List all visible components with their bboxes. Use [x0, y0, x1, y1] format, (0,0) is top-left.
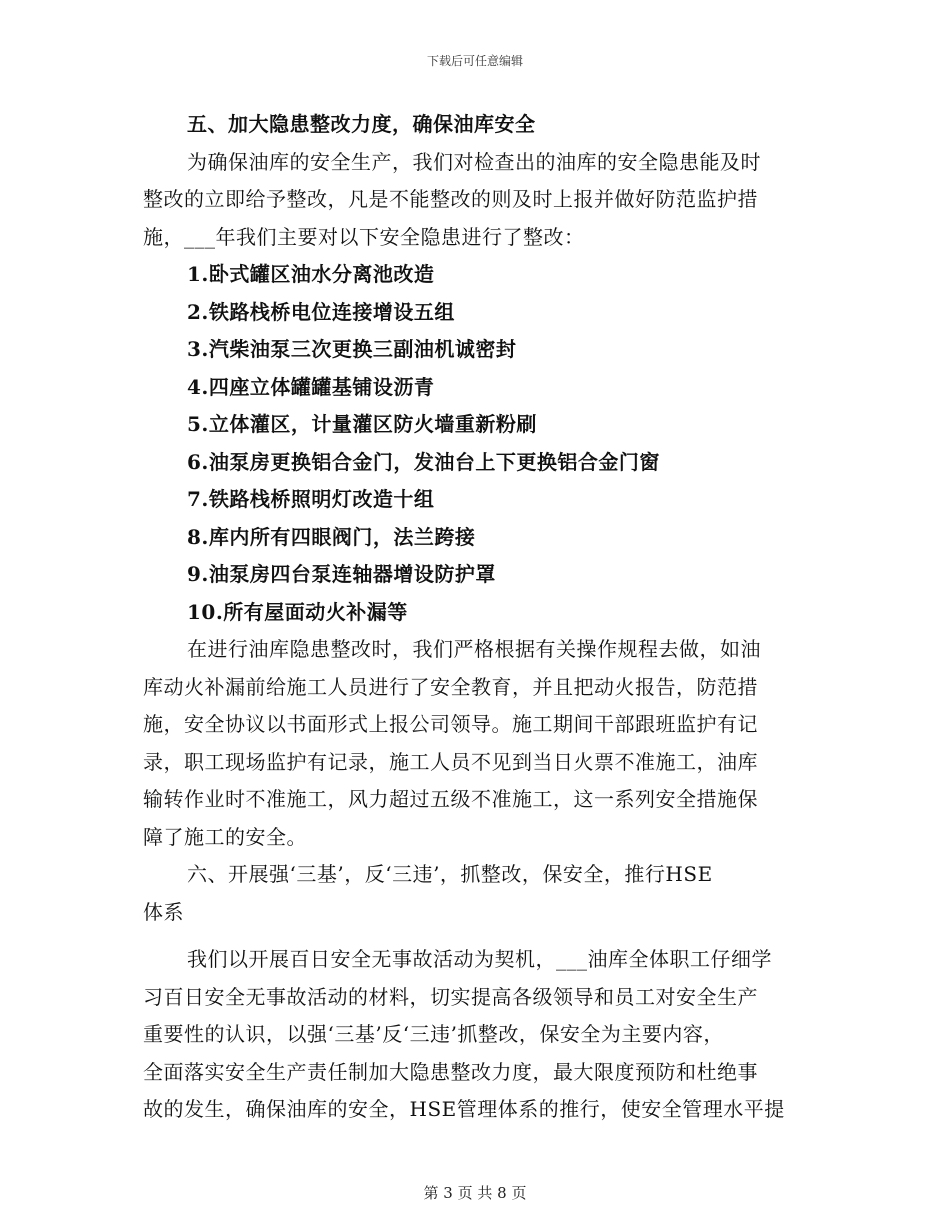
paragraph-1-line: 为确保油库的安全生产，我们对检查出的油库的安全隐患能及时	[187, 149, 761, 174]
paragraph-2-line: 障了施工的安全。	[143, 824, 307, 849]
list-item: 4.四座立体罐罐基铺设沥青	[187, 374, 435, 399]
page-number: 第 3 页 共 8 页	[423, 1184, 527, 1202]
list-item: 7.铁路栈桥照明灯改造十组	[187, 487, 435, 511]
list-item: 1.卧式罐区油水分离池改造	[187, 262, 435, 286]
list-item: 3.汽柴油泵三次更换三副油机诚密封	[187, 337, 517, 361]
section-5-heading: 五、加大隐患整改力度，确保油库安全	[187, 112, 536, 136]
paragraph-3-line: 习百日安全无事故活动的材料，切实提高各级领导和员工对安全生产	[143, 984, 758, 1009]
paragraph-2-line: 在进行油库隐患整改时，我们严格根据有关操作规程去做，如油	[187, 637, 761, 661]
section-6-heading-line: 体系	[143, 899, 184, 924]
page-header-note: 下载后可任意编辑	[426, 54, 523, 68]
list-item: 10.所有屋面动火补漏等	[187, 599, 408, 624]
section-6-heading-line: 六、开展强‘三基’，反‘三违’，抓整改，保安全，推行HSE	[187, 862, 713, 886]
list-item: 6.油泵房更换铝合金门，发油台上下更换铝合金门窗	[187, 449, 660, 474]
document-body	[143, 106, 811, 1129]
list-item: 9.油泵房四台泵连轴器增设防护罩	[187, 562, 496, 586]
paragraph-1-line: 整改的立即给予整改，凡是不能整改的则及时上报并做好防范监护措	[143, 187, 758, 211]
paragraph-2-line: 施，安全协议以书面形式上报公司领导。施工期间干部跟班监护有记	[143, 712, 758, 736]
paragraph-2-line: 录，职工现场监护有记录，施工人员不见到当日火票不准施工，油库	[143, 749, 758, 774]
paragraph-3-line: 全面落实安全生产责任制加大隐患整改力度，最大限度预防和杜绝事	[143, 1059, 758, 1084]
paragraph-3-line: 故的发生，确保油库的安全，HSE管理体系的推行，使安全管理水平提	[143, 1097, 785, 1121]
paragraph-2-line: 输转作业时不准施工，风力超过五级不准施工，这一系列安全措施保	[143, 787, 758, 811]
paragraph-3-line: 我们以开展百日安全无事故活动为契机，___油库全体职工仔细学	[187, 947, 772, 971]
paragraph-3-line: 重要性的认识，以强‘三基’反‘三违’抓整改，保安全为主要内容，	[143, 1022, 724, 1046]
paragraph-1-line: 施，___年我们主要对以下安全隐患进行了整改：	[143, 224, 585, 249]
list-item: 2.铁路栈桥电位连接增设五组	[187, 299, 455, 324]
list-item: 8.库内所有四眼阀门，法兰跨接	[187, 524, 476, 549]
list-item: 5.立体灌区，计量灌区防火墙重新粉刷	[187, 412, 537, 436]
paragraph-2-line: 库动火补漏前给施工人员进行了安全教育，并且把动火报告，防范措	[143, 674, 758, 699]
